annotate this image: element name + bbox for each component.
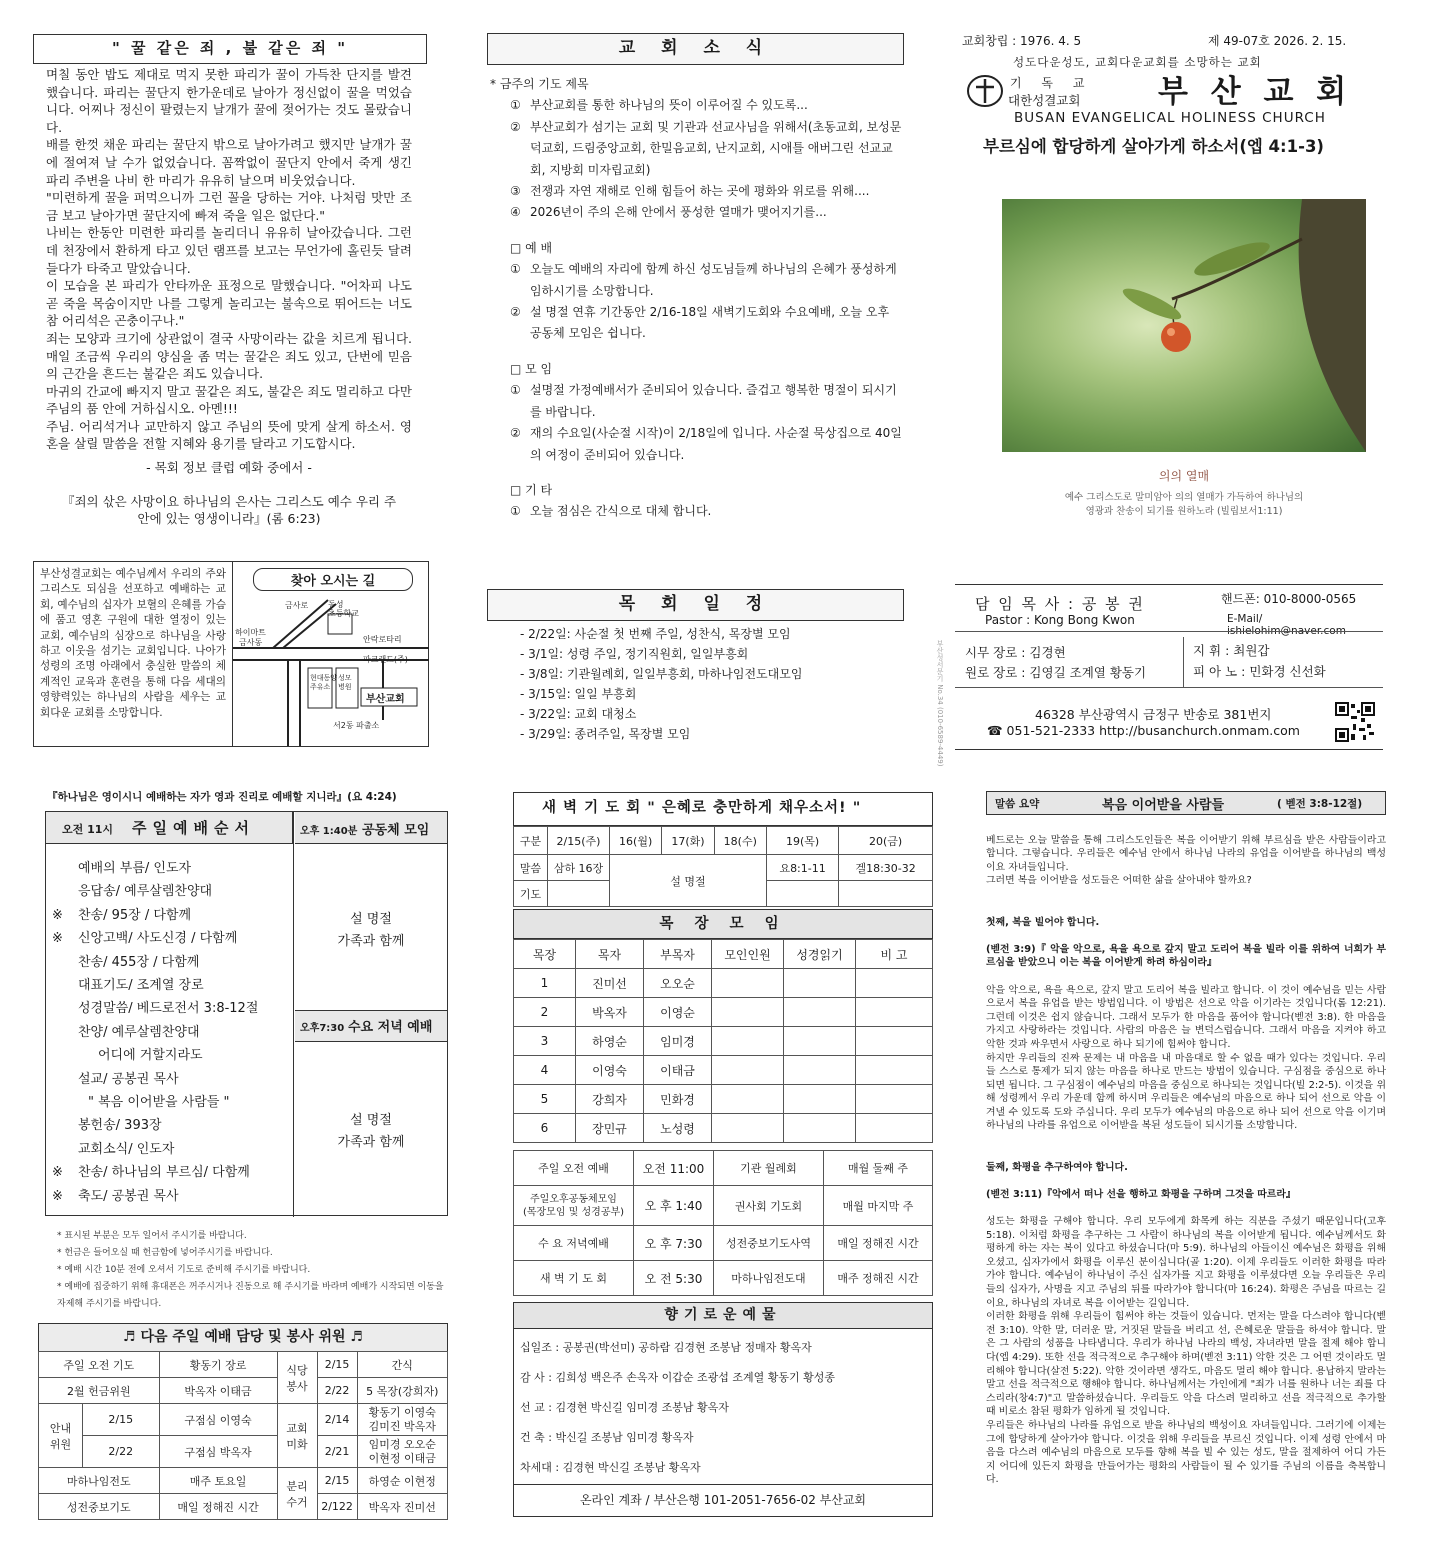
prayer-list bbox=[490, 95, 904, 223]
order-notes bbox=[57, 1228, 452, 1313]
group-name: 마하나임전도대 bbox=[714, 1261, 824, 1296]
dawn-head: 2/15(주) bbox=[548, 827, 610, 855]
kitchen-label: 식당 봉사 bbox=[277, 1352, 317, 1404]
story-text bbox=[46, 66, 412, 528]
item-number: ② bbox=[510, 426, 521, 441]
cell-head: 모인인원 bbox=[712, 940, 784, 969]
map-label: 안락로타리 bbox=[363, 635, 402, 644]
wednesday-title: 수요 저녁 예배 bbox=[348, 1020, 433, 1035]
cell-head: 성경읽기 bbox=[784, 940, 856, 969]
story-paragraph: 배를 한껏 채운 파리는 꿀단지 밖으로 날아가려고 했지만 날개가 꿀에 절여져 날 수가 없었습니다. 꼼짝없이 꿀단지 안에서 죽게 생긴 파리 주변을 나비 한 마리가 유유히 날으며 비웃었습니다. bbox=[46, 137, 412, 188]
sermon-title: 복음 이어받을 사람들 bbox=[1102, 798, 1225, 813]
item-number: ④ bbox=[510, 205, 521, 220]
recycle-date: 2/122 bbox=[317, 1494, 357, 1520]
schedule-item: - 3/22일: 교회 대청소 bbox=[520, 707, 637, 721]
map-label: 동성 초등학교 bbox=[328, 600, 359, 618]
stand-mark bbox=[52, 1068, 78, 1091]
stand-mark bbox=[52, 974, 78, 997]
schedule-item: - 3/15일: 일일 부흥회 bbox=[520, 687, 637, 701]
offering-box bbox=[513, 1302, 933, 1517]
stand-mark: ※ bbox=[52, 907, 63, 923]
recycle-label: 분리 수거 bbox=[277, 1468, 317, 1520]
cell-leader: 장민규 bbox=[576, 1114, 644, 1143]
story-paragraph: 죄는 모양과 크기에 상관없이 결국 사망이라는 값을 치르게 됩니다. 매일 조금씩 우리의 양심을 좀 먹는 꿀같은 죄도 있고, 단번에 믿음 의 근간을 흔드는 불같은 죄도 있습니다. bbox=[46, 330, 412, 382]
order-item: 축도/ 공봉권 목사 bbox=[78, 1188, 179, 1204]
duty-role: 주일 오전 기도 bbox=[39, 1352, 160, 1378]
map-label: 부산교회 bbox=[366, 694, 405, 705]
map-title: 찾아 오시는 길 bbox=[253, 568, 413, 591]
wednesday-time: 오후7:30 bbox=[300, 1023, 345, 1034]
order-item: 봉헌송/ 393장 bbox=[78, 1118, 162, 1134]
cell-sub-leader: 노성령 bbox=[644, 1114, 712, 1143]
prayer-item: 부산교회가 섬기는 교회 및 기관과 선교사님을 위해서(초동교회, 보성문덕교회, 드림중앙교회, 한밀음교회, 난지교회, 시애틀 애버그린 선교교회, 지방회 미자립교회) bbox=[530, 119, 902, 177]
church-logo-icon bbox=[966, 74, 1004, 108]
order-note: * 헌금은 들어오실 때 헌금함에 넣어주시기를 바랍니다. bbox=[57, 1248, 273, 1258]
flower-date: 2/21 bbox=[317, 1436, 357, 1468]
sermon-header bbox=[986, 791, 1386, 815]
cell-leader: 강희자 bbox=[576, 1085, 644, 1114]
dawn-head: 16(월) bbox=[610, 827, 662, 855]
sermon-intro: 베드로는 오늘 말씀을 통해 그리스도인들은 복을 이어받기 위해 부르심을 받은 사람들이라고 합니다. 그렇습니다. 우리들은 예수님 안에서 하나님 나라의 유업을 이어받을 하나님의 백성이요 자녀들입니다. 그러면 복을 이어받을 성도들은 어떠한 삶을 살아내야 할까요? bbox=[986, 834, 1386, 887]
guide-person: 구점심 박옥자 bbox=[159, 1436, 277, 1468]
order-item: 교회소식/ 인도자 bbox=[78, 1141, 175, 1157]
order-note: * 예배 시간 10분 전에 오셔서 기도로 준비해 주시기를 바랍니다. bbox=[57, 1265, 311, 1275]
recycle-date: 2/15 bbox=[317, 1468, 357, 1494]
story-title-box: " 꿀 같은 죄 , 불 같은 죄 " bbox=[33, 34, 427, 64]
cell-head: 목자 bbox=[576, 940, 644, 969]
group-time: 매월 마지막 주 bbox=[824, 1186, 933, 1226]
retired-elder: 원로 장로 : 김영길 조계열 황동기 bbox=[965, 665, 1147, 680]
story-verse: 『죄의 삯은 사망이요 하나님의 은사는 그리스도 예수 우리 주 안에 있는 영생이니라』(롬 6:23) bbox=[61, 493, 397, 527]
schedule-list bbox=[520, 624, 900, 744]
stand-mark bbox=[52, 857, 78, 880]
sermon-paragraph: 악을 악으로, 욕을 욕으로, 갚지 말고 도리어 복을 빌라고 합니다. 이 것이 예수님을 믿는 사람으로서 복을 유업을 받는 방법입니다. 이 방법은 선으로 악을 이기라는 것입니다(롬 12:21). 그런데 이것은 쉽지 않습니다. 그래서 모두가 한 마음을 품어야 합니다(벧전 3:8). 한 마음을 가지고 사랑하라는 것입니다. 사람의 마음은 늘 변덕스럽습니다. 그래서 마음을 지켜야 하고 악한 것과 싸우면서 사랑으로 하나 되기에 힘써야 합니다. 하지만 우리들의 진짜 문제는 내 마음을 내 마음대로 할 수 없을 때가 있다는 것입니다. 우리들 스스로 통제가 되지 않는 마음을 하나로 만드는 방법이 있습니다. 구심점을 중심으로 하나되면 됩니다. 그 구심점이 예수님의 마음을 중심으로 하나되는 것입니다(빌 2:2-5). 이것을 위해 성령께서 우리 가운데 함께 하시며 우리들은 예수님의 마음으로 하나 되어 선으로 악을 이겨낼 수 있도록 도와 주십니다. 우리 모두가 예수님의 마음으로 하나 되어 선으로 악을 이기며 하나님의 나라를 유업으로 이어받을 복된 성도들이 되시기를 소망합니다. bbox=[986, 984, 1386, 1132]
etc-item: 오늘 점심은 간식으로 대체 합니다. bbox=[530, 504, 712, 519]
afternoon-title: 공동체 모임 bbox=[362, 823, 430, 838]
caption-title: 의의 열매 bbox=[1158, 469, 1210, 483]
cell-leader: 진미선 bbox=[576, 969, 644, 998]
pastor-name-en: Pastor : Kong Bong Kwon bbox=[985, 613, 1135, 627]
denomination-2: 대한성결교회 bbox=[1008, 93, 1081, 108]
cell-number: 2 bbox=[514, 998, 576, 1027]
group-name: 성전중보기도사역 bbox=[714, 1226, 824, 1261]
phone-web: ☎ 051-521-2333 http://busanchurch.onmam.com bbox=[987, 723, 1300, 738]
cell-sub-leader: 이태금 bbox=[644, 1056, 712, 1085]
schedule-item: - 2/22일: 사순절 첫 번째 주일, 성찬식, 목장별 모임 bbox=[520, 627, 791, 641]
order-title: 주일예배순서 bbox=[132, 819, 255, 837]
cell-sub-leader: 민화경 bbox=[644, 1085, 712, 1114]
service-name: 주일 오전 예배 bbox=[514, 1151, 634, 1186]
story-paragraph: 이 모습을 본 파리가 안타까운 표정으로 말했습니다. "어차피 나도 곧 죽을 목숨이지만 나를 그렇게 놀리고는 불속으로 뛰어드는 너도 참 어리석은 곤충이구나." bbox=[46, 278, 412, 329]
issue-number: 제 49-07호 2026. 2. 15. bbox=[1208, 34, 1347, 48]
offering-row: 십일조 : 공봉권(박선미) 공하람 김경현 조봉남 정매자 황옥자 bbox=[520, 1341, 812, 1354]
group-name: 권사회 기도회 bbox=[714, 1186, 824, 1226]
elder: 시무 장로 : 김경현 bbox=[965, 645, 1066, 660]
flower-date: 2/14 bbox=[317, 1404, 357, 1436]
mission-map-box bbox=[33, 561, 429, 747]
duty-table bbox=[38, 1351, 448, 1520]
dawn-head: 구분 bbox=[514, 827, 548, 855]
sermon-verse: (벧전 3:11)『악에서 떠나 선을 행하고 화평을 구하며 그것을 따르라』 bbox=[986, 1188, 1296, 1200]
denomination-1: 기 독 교 bbox=[1010, 76, 1093, 90]
stand-mark: ※ bbox=[52, 1165, 63, 1181]
church-name: 부 산 교 회 bbox=[1158, 74, 1353, 110]
stand-mark: ※ bbox=[52, 1188, 63, 1204]
pastor-email: E-Mail/ ishielohim@naver.com bbox=[1227, 613, 1346, 637]
worship-item: 오늘도 예배의 자리에 함께 하신 성도님들께 하나님의 은혜가 풍성하게 임하시기를 소망합니다. bbox=[530, 262, 897, 298]
stand-mark bbox=[52, 1044, 98, 1067]
guide-date: 2/22 bbox=[83, 1436, 160, 1468]
cell-head: 목장 bbox=[514, 940, 576, 969]
order-item: 예배의 부름/ 인도자 bbox=[78, 861, 192, 876]
story-paragraph: "미련하게 꿀을 퍼먹으니까 그런 꼴을 당하는 거야. 나처럼 맛만 조금 보고 날아가면 꿀단지에 빠져 죽을 일은 없단다." bbox=[46, 190, 412, 223]
choir-director: 지 휘 : 최원갑 bbox=[1193, 643, 1270, 658]
story-paragraph: 주님. 어리석거나 교만하지 않고 주님의 뜻에 맞게 살게 하소서. 영혼을 살릴 말씀을 전할 지혜와 용기를 달라고 기도합시다. bbox=[46, 418, 412, 452]
order-item: 찬송/ 455장 / 다함께 bbox=[78, 954, 200, 970]
pastor-phone: 핸드폰: 010-8000-0565 bbox=[1221, 592, 1357, 606]
map-label: 하이마트 bbox=[235, 628, 266, 637]
prayer-item: 전쟁과 자연 재해로 인해 힘들어 하는 곳에 평화와 위로를 위해.... bbox=[530, 184, 870, 199]
duty-person: 박옥자 이태금 bbox=[159, 1378, 277, 1404]
stand-mark: ※ bbox=[52, 931, 63, 947]
cell-leader: 박옥자 bbox=[576, 998, 644, 1027]
holiday-note: 설 명절 bbox=[350, 1113, 392, 1128]
map-label: 서2동 파출소 bbox=[333, 721, 380, 730]
duty-role: 성전중보기도 bbox=[39, 1494, 160, 1520]
dawn-head: 20(금) bbox=[839, 827, 933, 855]
family-note: 가족과 함께 bbox=[337, 934, 405, 949]
kitchen-person: 5 목장(강희자) bbox=[357, 1378, 447, 1404]
group-time: 매일 정해진 시간 bbox=[824, 1226, 933, 1261]
dawn-cell: 삼하 16장 bbox=[548, 855, 610, 881]
recycle-person: 박옥자 진미선 bbox=[357, 1494, 447, 1520]
dawn-title: 새 벽 기 도 회 " 은혜로 충만하게 채우소서! " bbox=[513, 792, 933, 826]
item-number: ① bbox=[510, 262, 521, 277]
holiday-note: 설 명절 bbox=[350, 912, 392, 927]
stand-mark bbox=[52, 1114, 78, 1137]
guide-person: 구점심 이영숙 bbox=[159, 1404, 277, 1436]
sermon-point-heading: 첫째, 복을 빌어야 합니다. bbox=[986, 916, 1100, 928]
map-label: 성모 병원 bbox=[338, 674, 352, 691]
printer-credit: 부산성서문기 No.34 (010-6589-4449) bbox=[936, 640, 944, 767]
news-title-box: 교 회 소 식 bbox=[487, 33, 904, 65]
duty-role: 마하나임전도 bbox=[39, 1468, 160, 1494]
item-number: ① bbox=[510, 383, 521, 398]
order-item: 신앙고백/ 사도신경 / 다함께 bbox=[78, 931, 238, 947]
cell-number: 1 bbox=[514, 969, 576, 998]
item-number: ② bbox=[510, 119, 521, 134]
stand-mark bbox=[52, 880, 78, 903]
offering-row: 감 사 : 김희성 백은주 손옥자 이갑순 조광섭 조계열 황동기 황성종 bbox=[520, 1371, 835, 1384]
offering-row: 건 축 : 박신길 조봉남 임미경 황옥자 bbox=[520, 1431, 694, 1444]
service-name: 수 요 저녁예배 bbox=[514, 1226, 634, 1261]
map bbox=[232, 562, 428, 746]
order-item: 찬송/ 95장 / 다함께 bbox=[78, 907, 192, 923]
cell-number: 5 bbox=[514, 1085, 576, 1114]
prayer-item: 2026년이 주의 은해 안에서 풍성한 열매가 맺어지기를... bbox=[530, 205, 827, 220]
offering-row: 차세대 : 김경현 박신길 조봉남 황옥자 bbox=[520, 1461, 701, 1474]
map-label: 금사로 bbox=[285, 601, 309, 610]
cell-number: 4 bbox=[514, 1056, 576, 1085]
order-note: * 표시된 부분은 모두 일어서 주시기를 바랍니다. bbox=[57, 1231, 247, 1241]
qr-code-icon bbox=[1335, 702, 1375, 742]
dawn-cell bbox=[839, 881, 933, 907]
order-list bbox=[52, 857, 288, 1208]
dawn-head: 17(화) bbox=[662, 827, 714, 855]
cell-leader: 하영순 bbox=[576, 1027, 644, 1056]
dawn-head: 19(목) bbox=[766, 827, 838, 855]
service-time: 오 전 5:30 bbox=[634, 1261, 714, 1296]
schedule-title-box: 목 회 일 정 bbox=[487, 589, 904, 621]
prayer-heading: * 금주의 기도 제목 bbox=[490, 77, 589, 91]
afternoon-time: 오후 1:40분 bbox=[300, 826, 358, 837]
order-item: 응답송/ 예루살렘찬양대 bbox=[78, 884, 213, 900]
bank-account: 온라인 계좌 / 부산은행 101-2051-7656-02 부산교회 bbox=[514, 1484, 932, 1516]
founded-date: 교회창립 : 1976. 4. 5 bbox=[962, 34, 1082, 48]
item-number: ① bbox=[510, 504, 521, 519]
service-time: 오전 11:00 bbox=[634, 1151, 714, 1186]
sermon-point-heading: 둘째, 화평을 추구하여야 합니다. bbox=[986, 1161, 1128, 1173]
item-number: ③ bbox=[510, 184, 521, 199]
sermon-ref: ( 벧전 3:8-12절) bbox=[1277, 798, 1363, 810]
cell-sub-leader: 이영순 bbox=[644, 998, 712, 1027]
schedule-item: - 3/8일: 기관월례회, 일일부흥회, 마하나임전도대모임 bbox=[520, 667, 803, 681]
cover-painting bbox=[1002, 199, 1366, 452]
order-item: 찬송/ 하나님의 부르심/ 다함께 bbox=[78, 1165, 250, 1181]
family-note: 가족과 함께 bbox=[337, 1135, 405, 1150]
church-name-en: BUSAN EVANGELICAL HOLINESS CHURCH bbox=[1014, 110, 1326, 126]
flower-person: 임미경 오오순 이현정 이태금 bbox=[357, 1436, 447, 1468]
dawn-table bbox=[513, 826, 933, 907]
dawn-cell bbox=[766, 881, 838, 907]
order-item: 어디에 거할지라도 bbox=[98, 1048, 203, 1064]
stand-mark bbox=[52, 1091, 88, 1114]
cell-head: 부목자 bbox=[644, 940, 712, 969]
cell-table bbox=[513, 939, 933, 1143]
pianist: 피 아 노 : 민화경 신선화 bbox=[1193, 664, 1326, 679]
kitchen-head: 간식 bbox=[357, 1352, 447, 1378]
worship-item: 설 명절 연휴 기간동안 2/16-18일 새벽기도회와 수요예배, 오늘 오후 공동체 모임은 쉽니다. bbox=[530, 305, 890, 341]
stand-mark bbox=[52, 1138, 78, 1161]
theme-title: 부르심에 합당하게 살아가게 하소서(엡 4:1-3) bbox=[983, 137, 1324, 156]
staff-box bbox=[955, 584, 1383, 750]
news-body bbox=[490, 74, 904, 523]
cell-number: 3 bbox=[514, 1027, 576, 1056]
order-box bbox=[45, 811, 448, 1216]
caption-line: 영광과 찬송이 되기를 원하노라 (빌립보서1:11) bbox=[1085, 506, 1283, 517]
schedule-item: - 3/29일: 종려주일, 목장별 모임 bbox=[520, 727, 691, 741]
kitchen-date: 2/22 bbox=[317, 1378, 357, 1404]
duty-role: 2월 헌금위원 bbox=[39, 1378, 160, 1404]
sermon-paragraph: 성도는 화평을 구해야 합니다. 우리 모두에게 화목케 하는 직분을 주셨기 때문입니다(고후 5:18). 이처럼 화평을 추구하는 그 사람이 하나님의 복을 이어받게 됩니다. 예수님께서도 화평하게 하는 자는 복이 있다고 하셨습니다(마 5:9). 하나님의 아들이신 예수님은 화평을 위해 오셨고, 십자가에서 화평을 이루신 분이십니다(골 1:20). 이제 우리들도 이러한 화평을 따라가야 합니다. 예수님이 하나님이 주신 십자가를 지고 화평을 이루셨다면 오늘 우리들은 우리들의 십자가, 사명을 지고 주님의 뒤를 따라가야 합니다(마 16:24). 화평은 주님을 따르는 길이요, 하나님의 자녀로 복을 이어받는 길입니다. 이러한 화평을 위해 우리들이 힘써야 하는 것들이 있습니다. 먼저는 말을 다스려야 합니다(벧전 3:10). 악한 말, 더러운 말, 거짓된 말들을 버리고 선, 은혜로운 말들을 하셔야 합니다. 말은 그 사람의 성품을 나타냅니다. 우리가 하나님 나라의 백성, 자녀라면 말을 절제 해야 합니다(엡 4:29). 또한 선을 적극적으로 추구해야 하며(벧전 3:11) 악한 것은 그 어떤 것이라도 멀리해야 합니다(살전 5:22). 악한 것이라면 생각도, 마음도 멀리 해야 합니다. 용납하지 말라는 말고 선을 적극적으로 행해야 합니다. 하나님께서는 가인에게 "죄가 너를 원하나 너는 죄를 다스리라(창4:7)"고 말씀하셨습니다. 우리들도 악을 다스려 멀리하고 선을 적극적으로 추가할 때 비로소 참된 평화가 임하게 될 것입니다. 우리들은 하나님의 나라를 유업으로 받을 하나님의 백성이요 자녀들입니다. 그러기에 이제는 그에 합당하게 살아가야 합니다. 이것을 위해 우리들을 부르신 것입니다. 이제 성령 안에서 마음을 다스려 예수님의 마음으로 모두를 향해 복을 빌 수 있는 성도, 말을 절제하여 어디 가든지 어디에 있든지 화평을 만들어가는 평화의 사람들이 될 수 있기를 주님의 이름을 축복합니다. bbox=[986, 1216, 1386, 1486]
order-item: 대표기도/ 조계열 장로 bbox=[78, 978, 204, 994]
cell-title: 목 장 모 임 bbox=[513, 909, 933, 939]
service-name: 새 벽 기 도 회 bbox=[514, 1261, 634, 1296]
flower-person: 황동기 이영숙 김미진 박옥자 bbox=[357, 1404, 447, 1436]
prayer-item: 부산교회를 통한 하나님의 뜻이 이루어질 수 있도록... bbox=[530, 98, 808, 113]
service-time: 오 후 1:40 bbox=[634, 1186, 714, 1226]
item-number: ② bbox=[510, 305, 521, 320]
dawn-holiday: 설 명절 bbox=[610, 855, 767, 907]
sermon-body bbox=[986, 820, 1386, 1501]
offering-row: 선 교 : 김경현 박신길 임미경 조봉남 황옥자 bbox=[520, 1401, 729, 1414]
address: 46328 부산광역시 금정구 반송로 381번지 bbox=[1035, 707, 1272, 722]
guide-date: 2/15 bbox=[83, 1404, 160, 1436]
sermon-tag: 말씀 요약 bbox=[995, 798, 1040, 810]
schedule-item: - 3/1일: 성령 주일, 정기직원회, 일일부흥회 bbox=[520, 647, 749, 661]
group-time: 매주 정해진 시간 bbox=[824, 1261, 933, 1296]
meeting-heading: □ 모 임 bbox=[510, 361, 553, 376]
story-paragraph: 마귀의 간교에 빠지지 말고 꿀같은 죄도, 불같은 죄도 멀리하고 다만 주님의 품 안에 거하십시오. 아멘!!! bbox=[46, 383, 412, 417]
cell-sub-leader: 오오순 bbox=[644, 969, 712, 998]
order-item: 설교/ 공봉권 목사 bbox=[78, 1071, 179, 1087]
cell-number: 6 bbox=[514, 1114, 576, 1143]
service-time: 오 후 7:30 bbox=[634, 1226, 714, 1261]
dawn-cell bbox=[548, 881, 610, 907]
order-time: 오전 11시 bbox=[62, 823, 114, 836]
cell-sub-leader: 임미경 bbox=[644, 1027, 712, 1056]
stand-mark bbox=[52, 1021, 78, 1044]
dawn-head: 18(수) bbox=[714, 827, 766, 855]
story-paragraph: 며칠 동안 밥도 제대로 먹지 못한 파리가 꿀이 가득찬 단지를 발견 했습니다. 파리는 꿀단지 한가운데로 날아가 정신없이 꿀을 먹었습니다. 어찌나 정신이 팔렸는지 날개가 꿀에 젖어가는 것도 몰랐습니다. bbox=[46, 67, 412, 135]
order-item: 성경말씀/ 베드로전서 3:8-12절 bbox=[78, 1001, 259, 1017]
dawn-row-label: 기도 bbox=[514, 881, 548, 907]
map-label: 금사동 bbox=[239, 638, 263, 647]
cell-leader: 이영숙 bbox=[576, 1056, 644, 1085]
service-name: 주일오후공동체모임 (목장모임 및 성경공부) bbox=[514, 1186, 634, 1226]
map-label: 파크랜드(주) bbox=[363, 655, 408, 664]
item-number: ① bbox=[510, 98, 521, 113]
stand-mark bbox=[52, 951, 78, 974]
recycle-person: 하영순 이현정 bbox=[357, 1468, 447, 1494]
cell-head: 비 고 bbox=[856, 940, 933, 969]
duty-person: 매주 토요일 bbox=[159, 1468, 277, 1494]
motto: 성도다운성도, 교회다운교회를 소망하는 교회 bbox=[1013, 55, 1262, 69]
pastor-name: 담 임 목 사 : 공 봉 권 bbox=[975, 595, 1145, 613]
caption-line: 예수 그리스도로 말미암아 의의 열매가 가득하여 하나님의 bbox=[1064, 492, 1304, 503]
order-note: * 예배에 집중하기 위해 휴대폰은 꺼주시거나 진동으로 해 주시기를 바라며 예배가 시작되면 이동을 자제해 주시기를 바랍니다. bbox=[57, 1282, 444, 1309]
sermon-title-item: " 복음 이어받을 사람들 " bbox=[88, 1095, 230, 1111]
order-item: 찬양/ 예루살렘찬양대 bbox=[78, 1024, 200, 1040]
guide-label: 안내 위원 bbox=[39, 1404, 83, 1468]
group-name: 기관 월례회 bbox=[714, 1151, 824, 1186]
order-verse: 『하나님은 영이시니 예배하는 자가 영과 진리로 예배할 지니라』(요 4:24) bbox=[47, 791, 397, 803]
meeting-item: 설명절 가정예배서가 준비되어 있습니다. 즐겁고 행복한 명절이 되시기를 바랍니다. bbox=[530, 383, 897, 419]
story-paragraph: 나비는 한동안 미련한 파리를 놀리더니 유유히 날아갔습니다. 그런데 천장에서 환하게 타고 있던 램프를 보고는 무언가에 홀린듯 달려들다가 타죽고 말았습니다. bbox=[46, 225, 412, 276]
kitchen-date: 2/15 bbox=[317, 1352, 357, 1378]
group-time: 매월 둘째 주 bbox=[824, 1151, 933, 1186]
offering-title: 향기로운예물 bbox=[514, 1303, 932, 1329]
worship-heading: □ 예 배 bbox=[510, 240, 553, 255]
meeting-item: 재의 수요일(사순절 시작)이 2/18일에 입니다. 사순절 묵상집으로 40일의 여정이 준비되어 있습니다. bbox=[530, 426, 902, 462]
dawn-row-label: 말씀 bbox=[514, 855, 548, 881]
fruit-branch-illustration bbox=[1002, 199, 1366, 452]
etc-heading: □ 기 타 bbox=[510, 482, 553, 497]
duty-person: 황동기 장로 bbox=[159, 1352, 277, 1378]
stand-mark bbox=[52, 997, 78, 1020]
story-source: - 목회 정보 클럽 예화 중에서 - bbox=[146, 460, 312, 476]
duty-title: ♬ 다음 주일 예배 담당 및 봉사 위원 ♬ bbox=[38, 1323, 448, 1352]
dawn-cell: 겔18:30-32 bbox=[839, 855, 933, 881]
mission-text: 부산성결교회는 예수님께서 우리의 주와 그리스도 되심을 선포하고 예배하는 교회, 예수님의 십자가 보혈의 은혜를 가슴에 품고 영혼 구원에 대한 열정이 있는 교회, 예수님의 심장으로 하나님을 사랑하고 이웃을 섬기는 교회입니다. 나아가 성령의 조명 아래에서 충실한 말씀의 체계적인 교육과 훈련을 통해 다음 세대의 영향력있는 하나님의 사람을 세우는 교회다운 교회를 소망합니다. bbox=[40, 568, 226, 719]
dawn-cell: 요8:1-11 bbox=[766, 855, 838, 881]
flower-label: 교회 미화 bbox=[277, 1404, 317, 1468]
sermon-verse: (벧전 3:9)『 악을 악으로, 욕을 욕으로 갚지 말고 도리어 복을 빌라 이를 위하여 너희가 부르심을 받았으니 이는 복을 이어받게 하려 하심이라』 bbox=[986, 943, 1386, 969]
duty-person: 매일 정해진 시간 bbox=[159, 1494, 277, 1520]
service-times-table bbox=[513, 1150, 933, 1296]
map-label: 현대동양 주유소 bbox=[310, 674, 338, 691]
